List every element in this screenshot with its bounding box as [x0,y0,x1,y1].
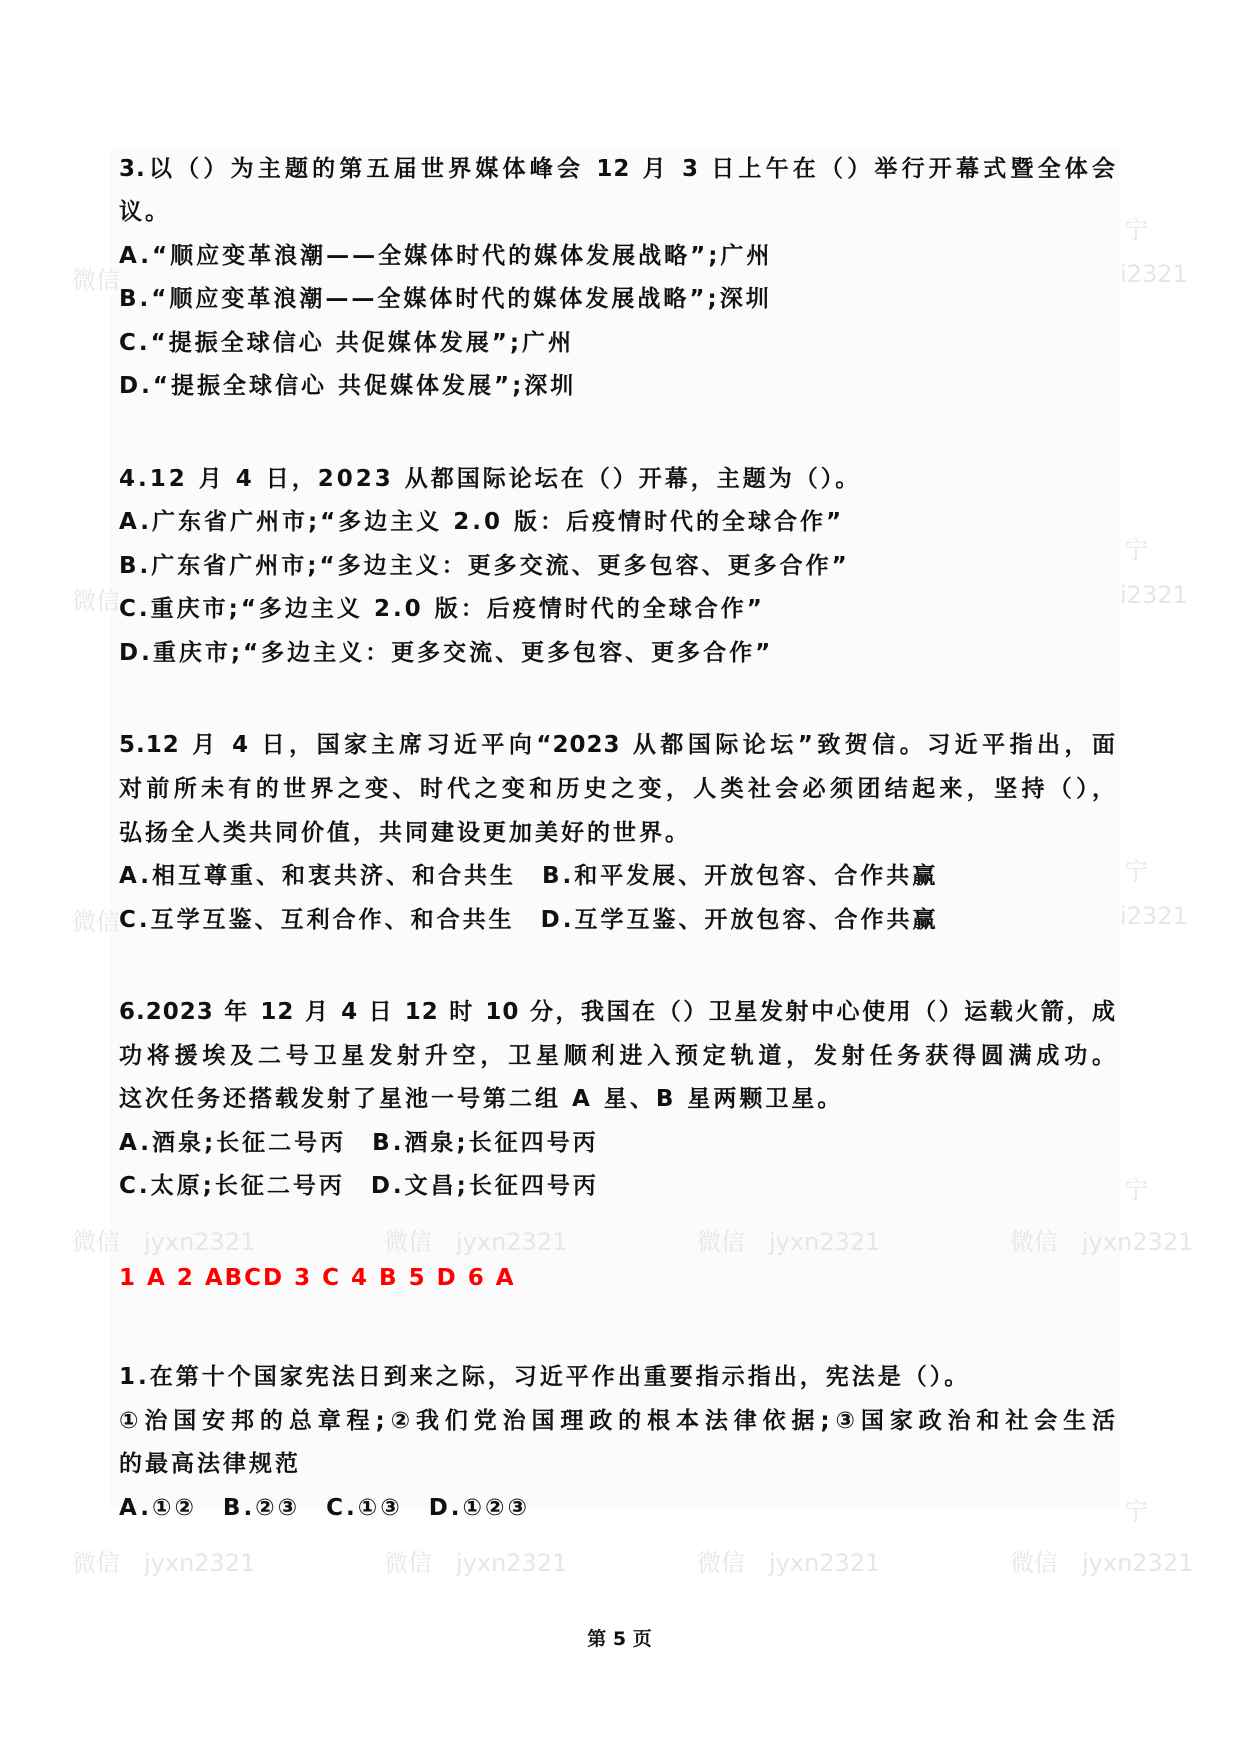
watermark: 微信 jyxn2321 [72,1228,256,1256]
question-stem: 5.12 月 4 日，国家主席习近平向“2023 从都国际论坛”致贺信。习近平指出，面 [119,732,1116,758]
options-cd: C.太原;长征二号丙 D.文昌;长征四号丙 [119,1173,599,1199]
watermark: 微信 jyxn2321 [384,1228,568,1256]
watermark: 宁 [1124,1497,1148,1525]
options-ab: A.酒泉;长征二号丙 B.酒泉;长征四号丙 [119,1130,599,1156]
question-stem: 的最高法律规范 [119,1451,301,1477]
question-stem: 功将援埃及二号卫星发射升空，卫星顺利进入预定轨道，发射任务获得圆满成功。 [119,1043,1116,1069]
question-stem: 1.在第十个国家宪法日到来之际，习近平作出重要指示指出，宪法是（）。 [119,1364,971,1390]
watermark: 微信 jyxn2321 [697,1228,881,1256]
question-stem: 4.12 月 4 日，2023 从都国际论坛在（）开幕，主题为（）。 [119,466,862,492]
options-cd: C.互学互鉴、互利合作、和合共生 D.互学互鉴、开放包容、合作共赢 [119,907,939,933]
question-stem: 3.以（）为主题的第五届世界媒体峰会 12 月 3 日上午在（）举行开幕式暨全体会 [119,156,1116,182]
question-stem: 议。 [119,199,171,225]
watermark: 微信 jyxn2321 [697,1549,881,1577]
option-c: C.“提振全球信心 共促媒体发展”;广州 [119,330,575,356]
watermark: 微信 jyxn2321 [1010,1228,1194,1256]
answer-key: 1 A 2 ABCD 3 C 4 B 5 D 6 A [119,1265,516,1291]
watermark: i2321 [1120,581,1188,609]
option-a: A.广东省广州市;“多边主义 2.0 版：后疫情时代的全球合作” [119,509,845,535]
watermark: i2321 [1120,260,1188,288]
watermark: 宁 [1124,216,1148,244]
watermark: 微信 [72,908,120,936]
option-b: B.广东省广州市;“多边主义：更多交流、更多包容、更多合作” [119,553,850,579]
option-a: A.“顺应变革浪潮——全媒体时代的媒体发展战略”;广州 [119,243,773,269]
question-stem: 对前所未有的世界之变、时代之变和历史之变，人类社会必须团结起来，坚持（）， [119,776,1116,802]
watermark: 微信 jyxn2321 [384,1549,568,1577]
question-stem: 这次任务还搭载发射了星池一号第二组 A 星、B 星两颗卫星。 [119,1086,844,1112]
watermark: 微信 [72,587,120,615]
options: A.①② B.②③ C.①③ D.①②③ [119,1495,530,1521]
options-ab: A.相互尊重、和衷共济、和合共生 B.和平发展、开放包容、合作共赢 [119,863,939,889]
question-stem: ①治国安邦的总章程;②我们党治国理政的根本法律依据;③国家政治和社会生活 [119,1408,1116,1434]
watermark: 宁 [1124,857,1148,885]
watermark: 宁 [1124,1176,1148,1204]
question-stem: 6.2023 年 12 月 4 日 12 时 10 分，我国在（）卫星发射中心使用（）运载火箭，成 [119,999,1116,1025]
question-stem: 弘扬全人类共同价值，共同建设更加美好的世界。 [119,820,691,846]
page-number: 第 5 页 [587,1628,652,1650]
option-d: D.“提振全球信心 共促媒体发展”;深圳 [119,373,577,399]
watermark: 宁 [1124,536,1148,564]
option-c: C.重庆市;“多边主义 2.0 版：后疫情时代的全球合作” [119,596,765,622]
watermark: 微信 jyxn2321 [1010,1549,1194,1577]
option-d: D.重庆市;“多边主义：更多交流、更多包容、更多合作” [119,640,774,666]
option-b: B.“顺应变革浪潮——全媒体时代的媒体发展战略”;深圳 [119,286,772,312]
watermark: 微信 jyxn2321 [72,1549,256,1577]
watermark: i2321 [1120,902,1188,930]
watermark: 微信 [72,266,120,294]
